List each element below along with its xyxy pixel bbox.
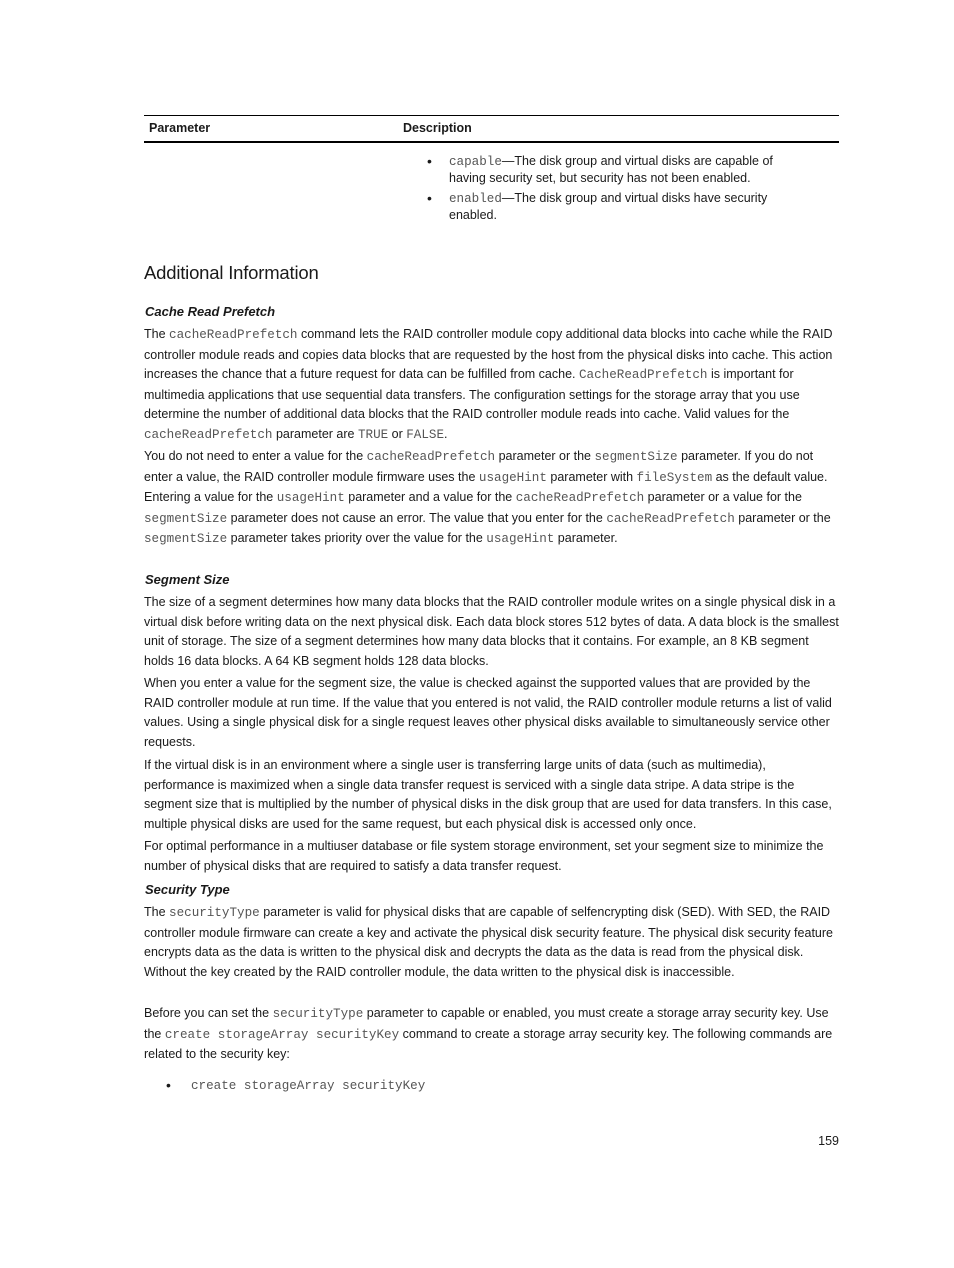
heading-segment-size: Segment Size (145, 572, 230, 587)
inline-code: segmentSize (144, 511, 228, 526)
inline-code: create storageArray securityKey (164, 1027, 400, 1042)
inline-code: usageHint (486, 532, 555, 547)
inline-code: TRUE (357, 427, 389, 442)
parameter-table (144, 115, 839, 222)
paragraph-security-2 (144, 1004, 839, 1065)
text-run: . (444, 426, 448, 441)
heading-cache-read-prefetch: Cache Read Prefetch (145, 304, 276, 319)
text-run: parameter to capable or enabled, you must create a storage array security key. Use the (144, 1006, 829, 1041)
text-run: as the default value. Entering a value for the (144, 469, 828, 505)
header-description: Description (403, 121, 472, 135)
command-list (166, 1076, 425, 1096)
text-run: is important for multimedia applications that use sequential data transfers. The configuration settings for the storage array that you use determine the number of additional data blocks that the RAID controller module reads into cache. Valid values for the (144, 367, 800, 422)
bullet-text: —The disk group and virtual disks are capable of having security set, but security has not been enabled. (449, 154, 773, 185)
text-run: The (144, 327, 170, 341)
text-run: parameter are (272, 426, 358, 441)
heading-security-type: Security Type (145, 882, 230, 897)
code-term: capable (449, 155, 502, 169)
inline-code: cacheReadPrefetch (366, 450, 496, 464)
paragraph-segment-3: If the virtual disk is in an environment where a single user is transferring large units of data (such as multimedia), performance is maximized when a single data transfer request is serviced with a single data stripe. A data stripe is the segment size that is multiplied by the number of physical disks in the disk group that are used for data transfers. In this case, multiple physical disks are used for the same request, but each physical disk is accessed only once. (144, 758, 832, 831)
text-run: Before you can set the (144, 1006, 273, 1020)
text-run: parameter with (546, 469, 637, 484)
text-run: The (144, 905, 170, 919)
inline-code: cacheReadPrefetch (169, 328, 298, 342)
text-run: parameter and a value for the (344, 490, 516, 505)
text-run: parameter or the (495, 449, 595, 463)
inline-code: cacheReadPrefetch (515, 491, 645, 506)
text-run: parameter or the (734, 510, 831, 525)
paragraph-segment-2: When you enter a value for the segment size, the value is checked against the supported values that are provided by the RAID controller module at run time. If the value that you entered is not valid, the RAID controller module returns a list of valid values. Using a single physical disk for a single request leaves other physical disks available to simultaneously service other requests. (144, 676, 832, 749)
text-run: parameter does not cause an error. The value that you enter for the (227, 510, 607, 525)
command-code: create storageArray securityKey (191, 1079, 426, 1093)
code-term: enabled (449, 192, 502, 206)
text-run: or (388, 426, 407, 441)
description-bullets (427, 154, 807, 228)
inline-code: cacheReadPrefetch (144, 427, 273, 442)
page-number: 159 (818, 1134, 839, 1148)
paragraph-segment-4: For optimal performance in a multiuser database or file system storage environment, set your segment size to minimize the number of physical disks that are required to satisfy a data transfer request. (144, 839, 824, 873)
inline-code: cacheReadPrefetch (606, 511, 735, 526)
paragraph-segment-1: The size of a segment determines how many data blocks that the RAID controller module writes on a single physical disk in a virtual disk before writing data on the next physical disk. Each data block stores 512 bytes of data. A data block is the smallest unit of storage. The size of a segment determines how many data blocks that it contains. For example, an 8 KB segment holds 16 data blocks. A 64 KB segment holds 128 data blocks. (144, 595, 839, 668)
command-item (166, 1076, 425, 1096)
section-title: Additional Information (144, 262, 319, 283)
inline-code: CacheReadPrefetch (578, 368, 708, 383)
text-run: command to create a storage array security key. The following commands are related to the security key: (144, 1026, 833, 1062)
inline-code: segmentSize (594, 450, 678, 464)
bullet-item (427, 154, 807, 186)
inline-code: segmentSize (144, 532, 228, 547)
bullet-item (427, 191, 807, 223)
text-run: parameter or a value for the (644, 490, 802, 505)
bullet-text: —The disk group and virtual disks have security enabled. (449, 191, 768, 222)
text-run: You do not need to enter a value for the (144, 449, 367, 463)
paragraph-cache-1 (144, 325, 839, 446)
paragraph-security-1 (144, 903, 839, 982)
text-run: parameter is valid for physical disks that are capable of selfencrypting disk (SED). With SED, the RAID controller module firmware can create a key and activate the physical disk security feature. The physical disk security feature encrypts data as the data is written to the physical disk and decrypts the data as the data is read from the physical disk. Without the key created by the RAID controller module, the data written to the physical disk is inaccessible. (144, 905, 833, 979)
text-run: command lets the RAID controller module copy additional data blocks into cache while the RAID controller module reads and copies data blocks that are requested by the host from the physical disks into cache. This action increases the chance that a future request for data can be fulfilled from cache. (144, 327, 833, 382)
inline-code: FALSE (406, 427, 445, 442)
text-run: parameter. If you do not enter a value, the RAID controller module firmware uses the (144, 449, 814, 484)
inline-code: usageHint (276, 491, 345, 506)
inline-code: securityType (272, 1007, 364, 1021)
header-parameter: Parameter (149, 121, 211, 135)
table-header (144, 115, 839, 143)
paragraph-cache-2 (144, 447, 839, 550)
text-run: parameter. (554, 531, 618, 546)
text-run: parameter takes priority over the value for the (227, 531, 487, 546)
inline-code: usageHint (478, 470, 547, 485)
inline-code: fileSystem (636, 470, 713, 485)
inline-code: securityType (169, 906, 260, 920)
